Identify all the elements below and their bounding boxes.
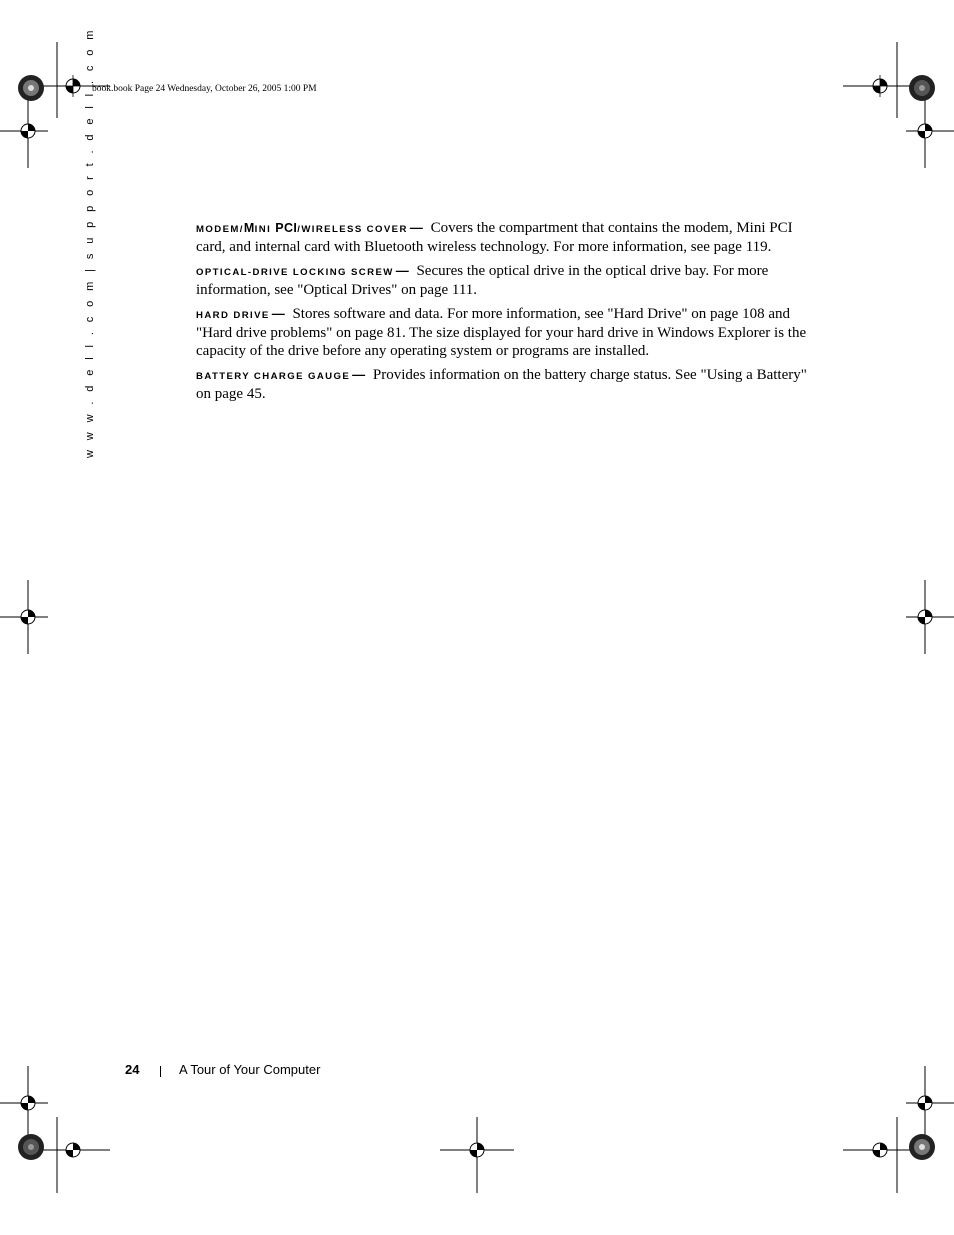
entry-optical-drive-screw	[196, 262, 810, 299]
footer-section-title: A Tour of Your Computer	[179, 1062, 321, 1077]
entry-term: BATTERY CHARGE GAUGE	[196, 371, 351, 383]
entry-dash: —	[409, 220, 423, 235]
entry-dash: —	[395, 263, 409, 279]
print-header-line: book.book Page 24 Wednesday, October 26, 2005 1:00 PM	[92, 84, 317, 94]
entry-text: Provides information on the battery charge status. See "Using a Battery" on page 45.	[196, 367, 807, 402]
page-number: 24	[125, 1062, 140, 1077]
side-url-text: w w w . d e l l . c o m | s u p p o r t . d e l l . c o m	[84, 27, 96, 458]
content-body	[196, 219, 810, 409]
entry-term: OPTICAL-DRIVE LOCKING SCREW	[196, 267, 394, 279]
footer-divider	[160, 1066, 161, 1077]
entry-text: Stores software and data. For more information, see "Hard Drive" on page 108 and "Hard drive problems" on page 81. The size displayed for your hard drive in Windows Explorer is the capacity of the drive before any operating system or programs are installed.	[196, 306, 807, 359]
entry-dash: —	[352, 367, 366, 383]
entry-term: MODEM/MINI PCI/WIRELESS COVER	[196, 221, 408, 235]
entry-dash: —	[271, 306, 285, 322]
entry-modem-cover	[196, 219, 810, 256]
entry-text: Covers the compartment that contains the modem, Mini PCI card, and internal card with Bluetooth wireless technology. For more information, see page 119.	[196, 220, 793, 255]
entry-term: HARD DRIVE	[196, 310, 270, 322]
entry-text: Secures the optical drive in the optical drive bay. For more information, see "Optical Drives" on page 111.	[196, 263, 769, 298]
entry-battery-gauge	[196, 366, 810, 403]
entry-hard-drive	[196, 305, 810, 360]
